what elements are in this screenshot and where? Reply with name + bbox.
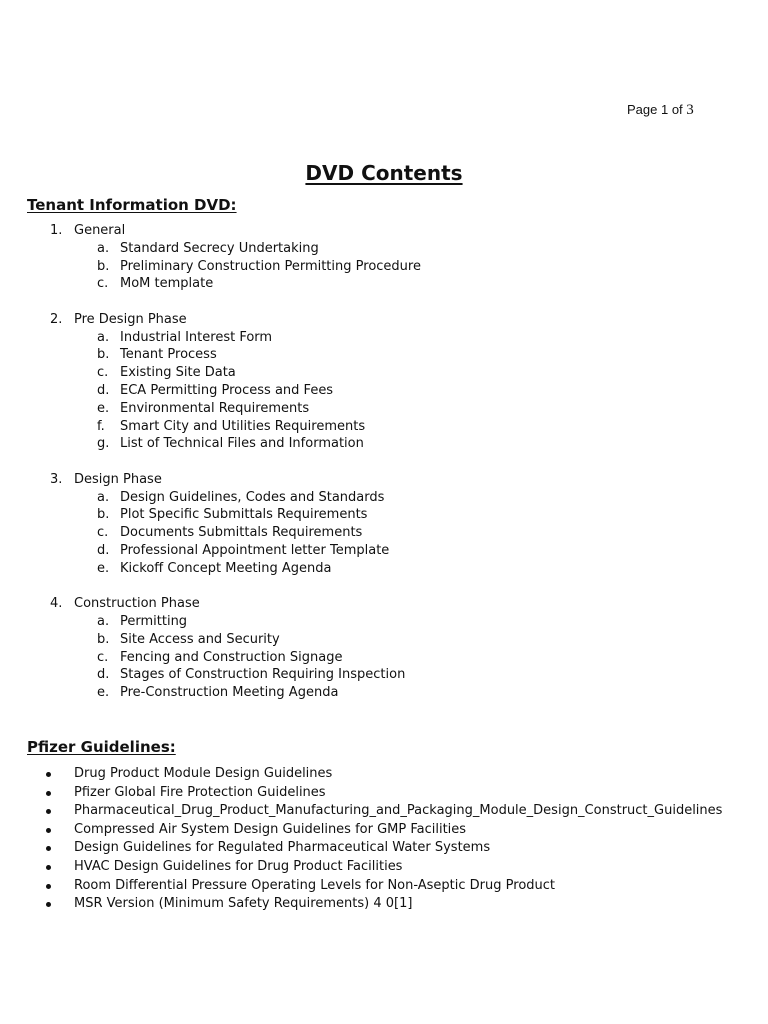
sub-item-letter: e. [97,400,110,416]
bullet-icon [46,902,51,907]
sub-item [0,240,768,258]
phase-sub-list [0,240,768,293]
sub-item [0,275,768,293]
sub-item-letter: a. [97,613,110,629]
sub-item-letter: c. [97,365,109,381]
sub-item-letter: c. [97,525,109,541]
tenant-section-heading: Tenant Information DVD: [27,196,237,214]
page-number-total: 3 [686,102,694,118]
sub-item-label: Stages of Construction Requiring Inspection [120,667,406,683]
phase-sub-list [0,489,768,578]
sub-item-letter: b. [97,507,110,523]
sub-item [0,400,768,418]
phase-number: 2. [50,311,63,327]
sub-item-label: Standard Secrecy Undertaking [120,240,319,256]
sub-item-label: ECA Permitting Process and Fees [120,382,334,398]
list-item [0,802,768,821]
sub-item [0,258,768,276]
list-item-label: Design Guidelines for Regulated Pharmaceutical Water Systems [74,840,491,856]
bullet-icon [46,884,51,889]
sub-item-label: Smart City and Utilities Requirements [120,418,366,434]
list-item-label: Pharmaceutical_Drug_Product_Manufacturing_and_Packaging_Module_Design_Construct_Guidelines [74,803,723,819]
pfizer-section-heading: Pfizer Guidelines: [27,738,176,756]
sub-item [0,684,768,702]
phase-item-design [0,471,768,578]
sub-item-label: Kickoff Concept Meeting Agenda [120,560,332,576]
sub-item-label: Professional Appointment letter Template [120,542,390,558]
sub-item-letter: a. [97,329,110,345]
sub-item-letter: c. [97,649,109,665]
page-number [627,102,694,119]
list-item-label: Drug Product Module Design Guidelines [74,766,333,781]
sub-item-label: Plot Specific Submittals Requirements [120,507,368,523]
sub-item-letter: e. [97,685,110,701]
list-item-label: Pfizer Global Fire Protection Guidelines [74,784,326,800]
sub-item [0,346,768,364]
document-title: DVD Contents [305,161,463,185]
phase-item-pre-design [0,311,768,453]
sub-item [0,631,768,649]
bullet-icon [46,846,51,851]
sub-item-label: Industrial Interest Form [120,329,273,345]
sub-item-letter: a. [97,240,110,256]
list-item [0,877,768,896]
list-item-label: Compressed Air System Design Guidelines for GMP Facilities [74,821,467,837]
sub-item-label: Fencing and Construction Signage [120,649,343,665]
sub-item-label: Tenant Process [120,347,217,363]
bullet-icon [46,809,51,814]
sub-item-letter: b. [97,347,110,363]
phase-label: Pre Design Phase [74,311,187,327]
sub-item [0,364,768,382]
sub-item-label: Documents Submittals Requirements [120,525,363,541]
list-item [0,784,768,803]
sub-item-letter: f. [97,418,105,434]
phase-number: 4. [50,596,63,612]
list-item-label: HVAC Design Guidelines for Drug Product Facilities [74,858,403,874]
bullet-icon [46,865,51,870]
sub-item-letter: a. [97,489,110,505]
bullet-icon [46,791,51,796]
list-item [0,839,768,858]
sub-item-letter: e. [97,560,110,576]
sub-item [0,560,768,578]
bullet-icon [46,772,51,777]
page-number-prefix: Page 1 of [627,102,683,117]
phase-sub-list [0,329,768,454]
sub-item-label: Environmental Requirements [120,400,310,416]
sub-item-letter: c. [97,276,109,292]
phase-label: Construction Phase [74,596,200,612]
sub-item-letter: b. [97,258,110,274]
sub-item [0,666,768,684]
list-item-label: MSR Version (Minimum Safety Requirements) 4 0[1] [74,896,413,912]
sub-item-label: Preliminary Construction Permitting Procedure [120,258,421,274]
sub-item-label: Pre-Construction Meeting Agenda [120,685,339,701]
phase-item-general [0,222,768,293]
list-item [0,765,768,784]
sub-item-label: Permitting [120,613,188,629]
pfizer-guideline-list [0,765,768,914]
sub-item-letter: d. [97,542,110,558]
sub-item-label: Site Access and Security [120,631,280,647]
phase-number: 3. [50,471,63,487]
list-item [0,821,768,840]
sub-item [0,435,768,453]
sub-item-letter: b. [97,631,110,647]
phase-label: Design Phase [74,471,162,487]
phase-number: 1. [50,223,63,238]
sub-item-letter: d. [97,382,110,398]
list-item-label: Room Differential Pressure Operating Levels for Non-Aseptic Drug Product [74,877,556,893]
sub-item-label: MoM template [120,276,214,292]
sub-item-letter: d. [97,667,110,683]
sub-item-label: Design Guidelines, Codes and Standards [120,489,385,505]
sub-item [0,418,768,436]
sub-item [0,329,768,347]
sub-item [0,506,768,524]
phase-sub-list [0,613,768,702]
sub-item [0,489,768,507]
sub-item [0,382,768,400]
sub-item [0,649,768,667]
sub-item [0,542,768,560]
sub-item-label: Existing Site Data [120,365,236,381]
sub-item [0,524,768,542]
bullet-icon [46,828,51,833]
sub-item-label: List of Technical Files and Information [120,436,364,452]
tenant-phase-list [0,222,768,720]
phase-label: General [74,223,126,238]
list-item [0,858,768,877]
sub-item [0,613,768,631]
phase-item-construction [0,595,768,702]
list-item [0,895,768,914]
sub-item-letter: g. [97,436,110,452]
